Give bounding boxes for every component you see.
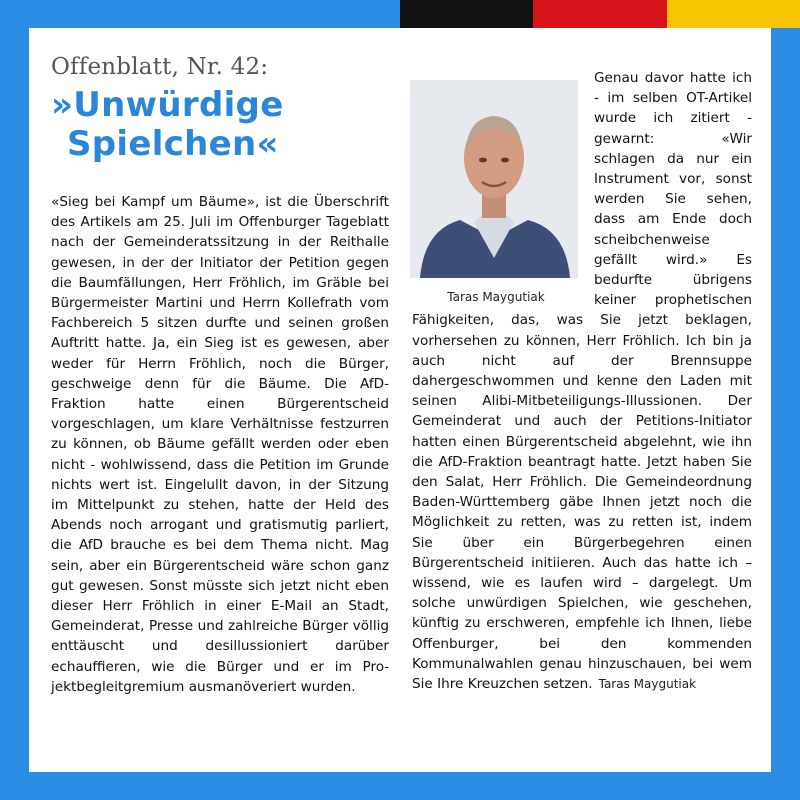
flag-black-band xyxy=(400,0,533,28)
german-flag-stripe xyxy=(400,0,800,28)
left-column-text: «Sieg bei Kampf um Bäume», ist die Überschrift des Artikels am 25. Juli im Offenburger Tageblatt nach der Gemeinderatssitzung in der Reithalle gewesen, in der der Initiator der Petition gegen die Baumfällungen, Herr Fröhlich, im Gräble bei Bürgermeister Martini und Herrn Kollefrath vom Fachbereich 5 sitzen durfte und seinen großen Auftritt hatte. Ja, ein Sieg ist es gewesen, aber weder für Herrn Fröhlich, noch die Bürger, geschweige denn für die Bäume. Die AfD-Fraktion hatte einen Bürgerentscheid vorgeschlagen, um klare Verhältnisse festzurren zu können, ob Bäume gefällt werden oder eben nicht - wohlwissend, dass die Petition im Grunde nichts wert ist. Eingelullt davon, in der Sitzung im Mittelpunkt zu stehen, hatte der Held des Abends noch arrogant und gratismutig parliert, die AfD brauche es bei dem Thema nicht. Mag sein, aber ein Bürgerentscheid wäre schon ganz gut gewesen. Sonst müsste sich jetzt nicht eben dieser Herr Fröhlich in einer E-Mail an Stadt, Gemeinderat, Presse und zahlreiche Bürger völlig enttäuscht und desillussioniert darüber echauffieren, wie die Bürger und er im Projektbegleitgremium ausmanöveriert wurden. xyxy=(51,194,389,695)
article-kicker: Offenblatt, Nr. 42: xyxy=(51,54,269,80)
photo-caption: Taras Maygutiak xyxy=(447,290,545,304)
article-headline xyxy=(51,86,389,164)
right-column xyxy=(412,68,752,694)
headline-line-1: »Unwürdige xyxy=(51,85,284,125)
author-photo-block xyxy=(410,80,582,304)
headline-line-2: Spielchen« xyxy=(67,124,279,164)
right-column-body: Genau davor hatte ich - im selben OT-Artikel wurde ich zitiert - gewarnt: «Wir schlagen da nur ein Instrument vor, sonst werden Sie sehen, dass am Ende doch scheibchenweise gefällt wird.» Es bedurfte übrigens keiner prophetischen Fähigkeiten, das, was Sie jetzt beklagen, vorhersehen zu können, Herr Fröhlich. Ich bin ja auch nicht auf der Brennsuppe dahergeschwommen und kenne den Laden mit seinen Alibi-Mitbeteiligungs-Illussionen. Der Gemeinderat und auch der Petitions-Initiator hatten einen Bürgerentscheid abgelehnt, wie ihn die AfD-Fraktion beantragt hatte. Jetzt haben Sie den Salat, Herr Fröhlich. Die Gemeindeordnung Baden-Württemberg gäbe Ihnen jetzt noch die Möglichkeit zu retten, was zu retten ist, indem Sie über ein Bürgerbegehren einen Bürgerentscheid initiieren. Auch das hatte ich – wissend, wie es laufen wird – dargelegt. Um solche unwürdigen Spielchen, wie geschehen, künftig zu erschweren, empfehle ich Ihnen, liebe Offenburger, bei den kommenden Kommunalwahlen genau hinzuschauen, bei wem Sie Ihre Kreuzchen setzen. xyxy=(412,70,752,693)
author-signature: Taras Maygutiak xyxy=(598,677,697,692)
flag-gold-band xyxy=(667,0,800,28)
author-photo xyxy=(410,80,578,278)
left-column xyxy=(51,54,389,697)
flag-red-band xyxy=(533,0,666,28)
article-card xyxy=(29,28,771,772)
